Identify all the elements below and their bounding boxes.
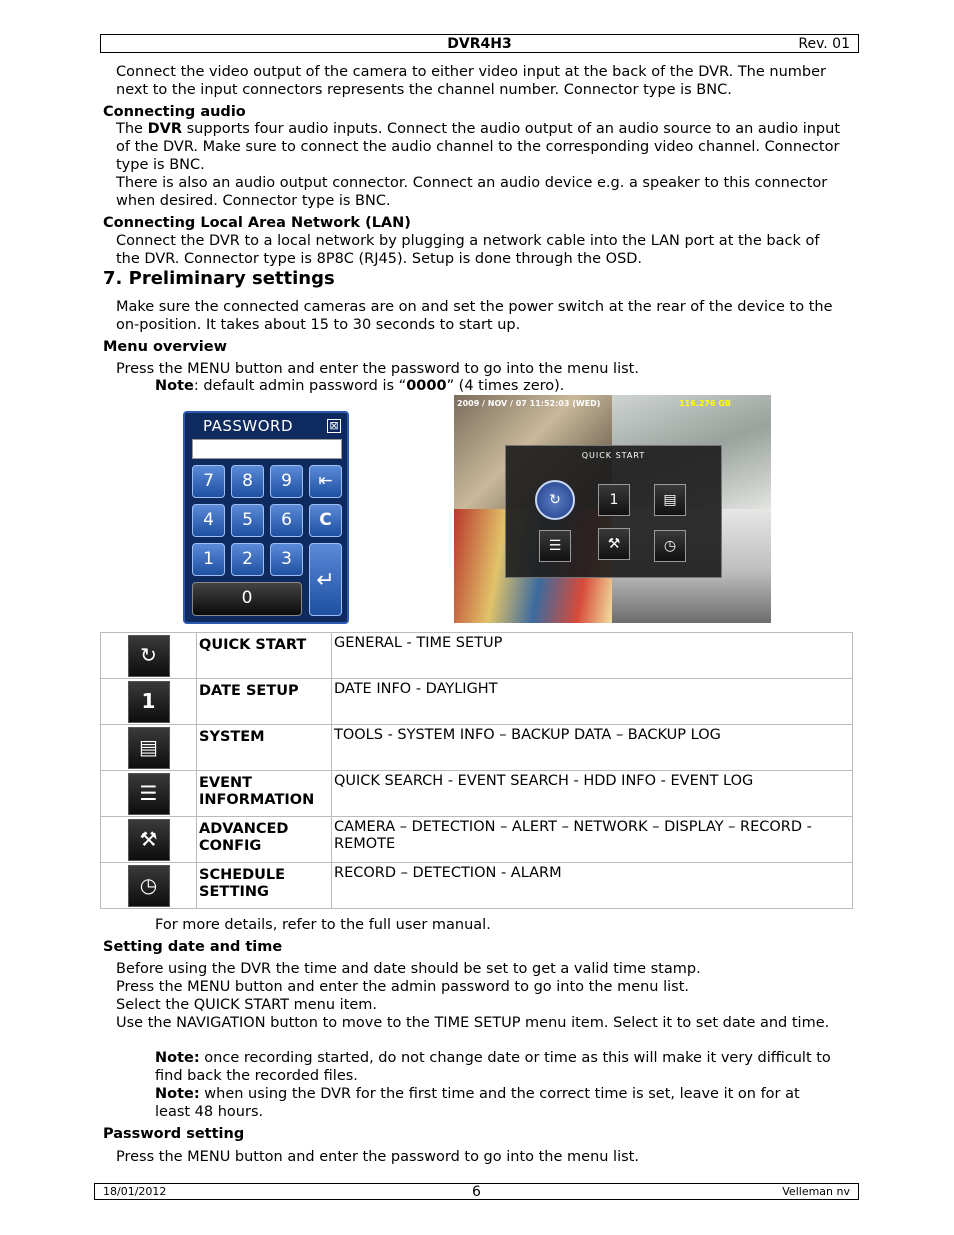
date-setup-icon: 1 — [141, 689, 156, 713]
schedule-setting-icon: ◷ — [139, 873, 158, 897]
date-time-p4: Use the NAVIGATION button to move to the TIME SETUP menu item. Select it to set date and time. — [116, 1015, 830, 1031]
menu-name: ADVANCED CONFIG — [197, 817, 332, 863]
menu-description: CAMERA – DETECTION – ALERT – NETWORK – DISPLAY – RECORD - REMOTE — [332, 817, 853, 863]
table-row — [101, 817, 853, 863]
footer-company: Velleman nv — [782, 1185, 850, 1198]
osd-bar — [454, 395, 771, 413]
enter-key-icon: ↵ — [309, 543, 342, 616]
menu-name: EVENT INFORMATION — [197, 771, 332, 817]
table-row — [101, 633, 853, 679]
menu-name: SYSTEM — [197, 725, 332, 771]
password-keypad-image — [183, 411, 349, 624]
event-information-icon: ☰ — [539, 530, 571, 562]
video-connection-text: Connect the video output of the camera to either video input at the back of the DVR. The number next to the input connectors represents the channel number. Connector type is BNC. — [116, 64, 826, 98]
close-icon: ⊠ — [327, 419, 341, 433]
key-1: 1 — [192, 543, 225, 576]
date-time-note2: Note: when using the DVR for the first time and the correct time is set, leave it on for at least 48 hours. — [155, 1086, 800, 1120]
menu-name: DATE SETUP — [197, 679, 332, 725]
advanced-config-icon: ⚒ — [598, 528, 630, 560]
key-8: 8 — [231, 465, 264, 498]
quick-start-dialog — [505, 445, 722, 578]
date-time-p2: Press the MENU button and enter the admin password to go into the menu list. — [116, 979, 690, 995]
menu-overview-note: Note: default admin password is “0000” (4 times zero). — [155, 378, 565, 394]
connecting-lan-heading: Connecting Local Area Network (LAN) — [103, 215, 411, 231]
menu-overview-p1: Press the MENU button and enter the password to go into the menu list. — [116, 361, 639, 377]
password-field — [192, 439, 342, 459]
system-icon: ▤ — [139, 735, 158, 759]
key-0: 0 — [192, 582, 302, 616]
table-row — [101, 679, 853, 725]
quick-start-screenshot — [454, 395, 771, 623]
key-2: 2 — [231, 543, 264, 576]
menu-name: QUICK START — [197, 633, 332, 679]
quick-start-dialog-title: QUICK START — [581, 451, 646, 460]
clear-key: C — [309, 504, 342, 537]
menu-name: SCHEDULE SETTING — [197, 863, 332, 909]
page-header — [100, 34, 859, 53]
date-setup-icon: 1 — [598, 484, 630, 516]
menu-description: GENERAL - TIME SETUP — [332, 633, 853, 679]
menu-description: DATE INFO - DAYLIGHT — [332, 679, 853, 725]
menu-overview-heading: Menu overview — [103, 339, 228, 355]
revision-label: Rev. 01 — [798, 36, 850, 52]
key-7: 7 — [192, 465, 225, 498]
key-4: 4 — [192, 504, 225, 537]
date-time-p1: Before using the DVR the time and date should be set to get a valid time stamp. — [116, 961, 701, 977]
footer-date: 18/01/2012 — [103, 1185, 167, 1198]
system-icon: ▤ — [654, 484, 686, 516]
connecting-audio-p1: The DVR supports four audio inputs. Connect the audio output of an audio source to an audio input of the DVR. Make sure to connect the audio channel to the corresponding video channel. Connector type is BNC. — [116, 121, 841, 173]
preliminary-settings-p1: Make sure the connected cameras are on and set the power switch at the rear of the device to the on-position. It takes about 15 to 30 seconds to start up. — [116, 299, 833, 333]
schedule-setting-icon: ◷ — [654, 530, 686, 562]
key-3: 3 — [270, 543, 303, 576]
quick-start-icon: ↻ — [535, 480, 575, 520]
key-9: 9 — [270, 465, 303, 498]
document-title: DVR4H3 — [447, 36, 512, 52]
page-number: 6 — [472, 1184, 481, 1200]
preliminary-settings-heading: 7. Preliminary settings — [103, 268, 335, 289]
key-5: 5 — [231, 504, 264, 537]
password-setting-heading: Password setting — [103, 1126, 245, 1142]
page-footer — [94, 1183, 859, 1200]
date-time-note1: Note: once recording started, do not change date or time as this will make it very difficult to find back the recorded files. — [155, 1050, 831, 1084]
osd-datetime: 2009 / NOV / 07 11:52:03 (WED) — [457, 399, 601, 408]
table-row — [101, 863, 853, 909]
setting-date-time-heading: Setting date and time — [103, 939, 283, 955]
menu-description: QUICK SEARCH - EVENT SEARCH - HDD INFO - EVENT LOG — [332, 771, 853, 817]
full-manual-note: For more details, refer to the full user manual. — [155, 917, 491, 933]
menu-description: TOOLS - SYSTEM INFO – BACKUP DATA – BACKUP LOG — [332, 725, 853, 771]
password-setting-p1: Press the MENU button and enter the password to go into the menu list. — [116, 1149, 639, 1165]
date-time-p3: Select the QUICK START menu item. — [116, 997, 378, 1013]
connecting-lan-p1: Connect the DVR to a local network by plugging a network cable into the LAN port at the back of the DVR. Connector type is 8P8C (RJ45). Setup is done through the OSD. — [116, 233, 820, 267]
menu-description: RECORD – DETECTION - ALARM — [332, 863, 853, 909]
connecting-audio-p2: There is also an audio output connector. Connect an audio device e.g. a speaker to this connector when desired. Connector type is BNC. — [116, 175, 828, 209]
backspace-key-icon: ⇤ — [309, 465, 342, 498]
quick-start-icon: ↻ — [140, 643, 157, 667]
event-information-icon: ☰ — [139, 781, 158, 805]
osd-hdd-capacity: 116.276 GB — [679, 399, 731, 408]
connecting-audio-heading: Connecting audio — [103, 104, 246, 120]
menu-overview-table — [100, 632, 853, 909]
password-title: PASSWORD — [203, 417, 294, 435]
advanced-config-icon: ⚒ — [139, 827, 158, 851]
table-row — [101, 725, 853, 771]
table-row — [101, 771, 853, 817]
key-6: 6 — [270, 504, 303, 537]
